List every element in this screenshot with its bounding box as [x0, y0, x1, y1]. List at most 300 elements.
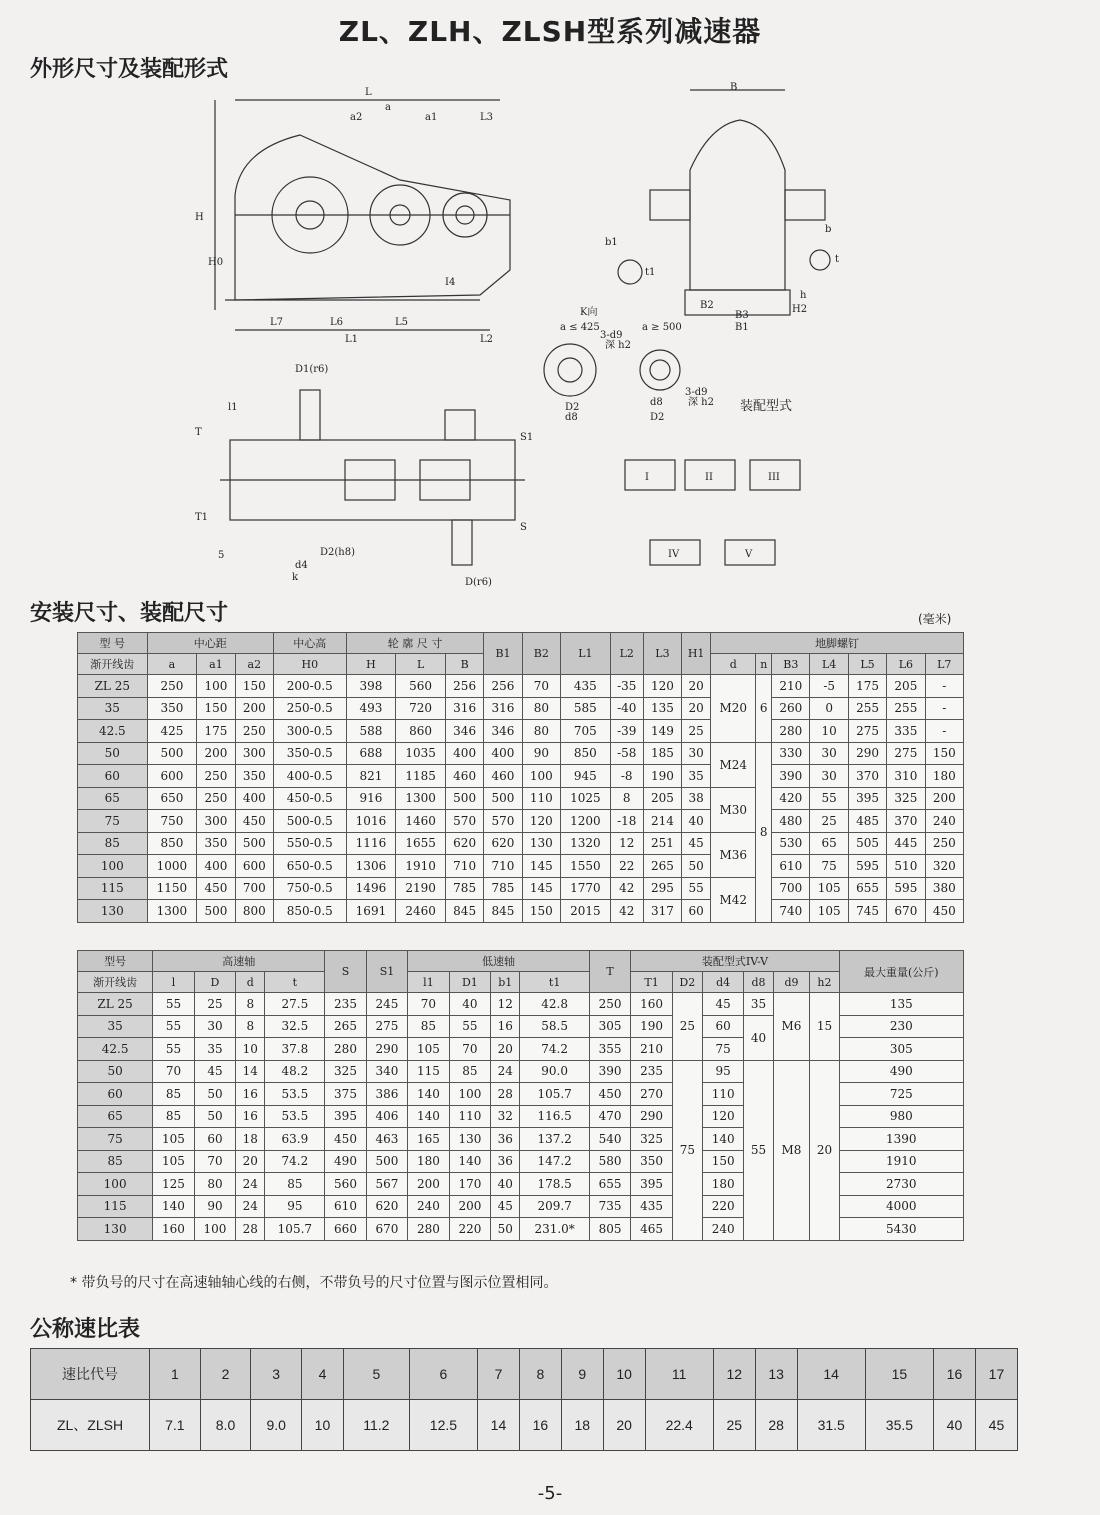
table-cell: 350 — [197, 832, 235, 855]
table-cell: M20 — [711, 675, 756, 743]
header-cell: H1 — [682, 633, 711, 675]
table-cell: 2190 — [396, 877, 446, 900]
table-cell: 100 — [522, 765, 560, 788]
table-cell: 42.8 — [520, 993, 589, 1016]
model-cell: 85 — [78, 1150, 153, 1173]
table-cell: 90 — [522, 742, 560, 765]
dim-label: t — [835, 254, 840, 265]
k-view-label: 深 h2 — [688, 397, 714, 408]
table-cell: 1770 — [561, 877, 611, 900]
header-cell: d — [711, 654, 756, 675]
table-cell: 53.5 — [265, 1083, 325, 1106]
table-cell: 500 — [147, 742, 197, 765]
table-cell: 850 — [561, 742, 611, 765]
table-cell: 530 — [772, 832, 810, 855]
dim-label: a — [385, 102, 391, 113]
table-cell: 137.2 — [520, 1128, 589, 1151]
table-cell: -40 — [610, 697, 643, 720]
model-cell: 35 — [78, 1015, 153, 1038]
section-heading-install: 安装尺寸、装配尺寸 — [30, 601, 229, 626]
header-cell: B3 — [772, 654, 810, 675]
table-cell: 505 — [848, 832, 886, 855]
dim-label: a1 — [425, 112, 438, 123]
table-cell: M30 — [711, 787, 756, 832]
table-cell: 500 — [484, 787, 522, 810]
table-cell: 386 — [366, 1083, 407, 1106]
table-cell: 580 — [589, 1150, 630, 1173]
table-cell: 350-0.5 — [273, 742, 346, 765]
table-cell: 28 — [491, 1083, 520, 1106]
model-cell: 130 — [78, 900, 148, 923]
table-cell: 150 — [235, 675, 273, 698]
table-cell: 750-0.5 — [273, 877, 346, 900]
k-view-label: d8 — [565, 412, 578, 423]
table-cell: 60 — [702, 1015, 743, 1038]
dim-label: t1 — [645, 267, 656, 278]
table-cell: 55 — [153, 1038, 194, 1061]
table-cell: 160 — [631, 993, 672, 1016]
table-cell: 320 — [925, 855, 963, 878]
table-cell: 916 — [346, 787, 396, 810]
plan-label: S — [520, 522, 527, 533]
table-cell: 42 — [610, 877, 643, 900]
table-cell: 100 — [449, 1083, 490, 1106]
table-header-row — [78, 633, 964, 654]
table-cell: 74.2 — [265, 1150, 325, 1173]
ratio-value-cell: 31.5 — [797, 1400, 865, 1451]
table-cell: 460 — [445, 765, 483, 788]
table-cell: 150 — [522, 900, 560, 923]
header-cell: t — [265, 972, 325, 993]
header-cell: D — [194, 972, 235, 993]
table-cell: 10 — [810, 720, 848, 743]
table-row — [78, 877, 964, 900]
ratio-value-cell: 20 — [603, 1400, 645, 1451]
unit-label: (毫米) — [918, 612, 952, 626]
dim-label: B1 — [735, 322, 749, 333]
ratio-code-cell: 17 — [975, 1349, 1017, 1400]
dim-label: L2 — [480, 334, 494, 345]
ratio-code-cell: 3 — [251, 1349, 302, 1400]
header-cell: l — [153, 972, 194, 993]
section-heading-outline: 外形尺寸及装配形式 — [30, 57, 229, 82]
table-cell: 400 — [484, 742, 522, 765]
dim-label: b — [825, 224, 832, 235]
table-cell: 12 — [491, 993, 520, 1016]
table-cell: 570 — [484, 810, 522, 833]
table-cell: 850-0.5 — [273, 900, 346, 923]
table-cell: 130 — [522, 832, 560, 855]
table-cell: 250 — [235, 720, 273, 743]
table-cell: 540 — [589, 1128, 630, 1151]
ratio-value-cell: 22.4 — [645, 1400, 713, 1451]
table-cell: 210 — [631, 1038, 672, 1061]
table-cell: 290 — [848, 742, 886, 765]
ratio-value-cell: 8.0 — [200, 1400, 251, 1451]
table-cell: 116.5 — [520, 1105, 589, 1128]
header-cell: 渐开线齿 — [78, 654, 148, 675]
k-view-label: 3-d9 — [600, 330, 623, 341]
table-cell: 1035 — [396, 742, 446, 765]
header-cell: 最大重量(公斤) — [839, 951, 963, 993]
table-cell: 945 — [561, 765, 611, 788]
table-cell: 256 — [484, 675, 522, 698]
plan-label: d4 — [295, 560, 308, 571]
table-cell: 300 — [235, 742, 273, 765]
header-cell: 地脚螺钉 — [711, 633, 964, 654]
table-cell: 40 — [491, 1173, 520, 1196]
table-cell: 425 — [147, 720, 197, 743]
table-cell: - — [925, 675, 963, 698]
table-cell: 445 — [887, 832, 925, 855]
table-cell: 20 — [682, 697, 711, 720]
header-cell: 高速轴 — [153, 951, 325, 972]
table-cell: 600 — [147, 765, 197, 788]
header-cell: T1 — [631, 972, 672, 993]
dim-label: L — [365, 87, 372, 98]
table-cell: 275 — [887, 742, 925, 765]
table-row — [78, 900, 964, 923]
table-cell: 55 — [153, 1015, 194, 1038]
table-cell: 55 — [153, 993, 194, 1016]
table-cell: 25 — [194, 993, 235, 1016]
dim-label: L5 — [395, 317, 409, 328]
table-cell: 1306 — [346, 855, 396, 878]
table-cell: 720 — [396, 697, 446, 720]
ratio-code-cell: 7 — [478, 1349, 520, 1400]
table-cell: 470 — [589, 1105, 630, 1128]
ratio-code-cell: 8 — [519, 1349, 561, 1400]
table-cell: 450-0.5 — [273, 787, 346, 810]
dim-label: B3 — [735, 310, 749, 321]
table-cell: 140 — [153, 1195, 194, 1218]
k-view-label: 3-d9 — [685, 387, 708, 398]
table-cell: 2015 — [561, 900, 611, 923]
table-cell: 610 — [772, 855, 810, 878]
model-cell: 42.5 — [78, 1038, 153, 1061]
plan-label: D1(r6) — [295, 364, 329, 375]
header-cell: 轮 廓 尺 寸 — [346, 633, 484, 654]
table-cell: 231.0* — [520, 1218, 589, 1241]
page-title: ZL、ZLH、ZLSH型系列减速器 — [338, 15, 762, 48]
table-cell: 185 — [643, 742, 681, 765]
header-cell: B2 — [522, 633, 560, 675]
model-cell: 75 — [78, 1128, 153, 1151]
table-cell: 80 — [522, 720, 560, 743]
ratio-code-cell: 2 — [200, 1349, 251, 1400]
table-cell: 165 — [408, 1128, 449, 1151]
model-cell: 115 — [78, 877, 148, 900]
header-cell: D2 — [672, 972, 702, 993]
table-cell: 1460 — [396, 810, 446, 833]
table-cell: 75 — [672, 1060, 702, 1240]
table-cell: 335 — [887, 720, 925, 743]
table-cell: 485 — [848, 810, 886, 833]
table-cell: 145 — [522, 855, 560, 878]
header-cell: H0 — [273, 654, 346, 675]
table-cell: 8 — [610, 787, 643, 810]
table-cell: 140 — [702, 1128, 743, 1151]
table-cell: 110 — [449, 1105, 490, 1128]
table-cell: 435 — [631, 1195, 672, 1218]
table-cell: 40 — [449, 993, 490, 1016]
ratio-code-cell: 13 — [755, 1349, 797, 1400]
table-cell: 45 — [702, 993, 743, 1016]
table-cell: 1116 — [346, 832, 396, 855]
table-cell: 500-0.5 — [273, 810, 346, 833]
table-cell: 300-0.5 — [273, 720, 346, 743]
table-cell: 75 — [810, 855, 848, 878]
table-cell: 10 — [236, 1038, 265, 1061]
table-cell: M42 — [711, 877, 756, 922]
table-cell: 32 — [491, 1105, 520, 1128]
header-cell: h2 — [810, 972, 839, 993]
table-cell: 65 — [810, 832, 848, 855]
table-cell: 6 — [756, 675, 772, 743]
table-cell: 330 — [772, 742, 810, 765]
table-cell: M24 — [711, 742, 756, 787]
table-cell: 105.7 — [520, 1083, 589, 1106]
table-cell: 250-0.5 — [273, 697, 346, 720]
table-cell: 200 — [925, 787, 963, 810]
header-cell: L — [396, 654, 446, 675]
table-cell: 750 — [147, 810, 197, 833]
table-row — [78, 1060, 964, 1083]
ratio-value-cell: 40 — [934, 1400, 976, 1451]
table-cell: 110 — [522, 787, 560, 810]
table-cell: 588 — [346, 720, 396, 743]
table-cell: 140 — [449, 1150, 490, 1173]
table-cell: 180 — [925, 765, 963, 788]
table-cell: 785 — [445, 877, 483, 900]
table-cell: 350 — [631, 1150, 672, 1173]
table-cell: 105 — [810, 900, 848, 923]
table-cell: 1691 — [346, 900, 396, 923]
table-cell: 655 — [848, 877, 886, 900]
table-cell: 1300 — [147, 900, 197, 923]
k-view-label: 深 h2 — [605, 340, 631, 351]
table-cell: 24 — [491, 1060, 520, 1083]
table-cell: 24 — [236, 1195, 265, 1218]
model-cell: 35 — [78, 697, 148, 720]
table-cell: 240 — [408, 1195, 449, 1218]
table-cell: 740 — [772, 900, 810, 923]
table-cell: 700 — [772, 877, 810, 900]
ratio-value-cell: 16 — [519, 1400, 561, 1451]
table-row — [78, 765, 964, 788]
table-cell: 305 — [589, 1015, 630, 1038]
header-cell: d4 — [702, 972, 743, 993]
table-cell: 35 — [744, 993, 773, 1016]
table-cell: 70 — [194, 1150, 235, 1173]
table-cell: 2460 — [396, 900, 446, 923]
ratio-value-cell: 7.1 — [150, 1400, 201, 1451]
model-cell: 100 — [78, 855, 148, 878]
dim-label: B — [730, 82, 738, 93]
table-cell: 150 — [702, 1150, 743, 1173]
header-cell: T — [589, 951, 630, 993]
table-cell: 450 — [925, 900, 963, 923]
table-cell: 24 — [236, 1173, 265, 1196]
ratio-value-cell: 28 — [755, 1400, 797, 1451]
table-cell: 370 — [887, 810, 925, 833]
table-cell: 670 — [366, 1218, 407, 1241]
table-cell: 190 — [643, 765, 681, 788]
table-cell: 595 — [887, 877, 925, 900]
table-cell: 305 — [839, 1038, 963, 1061]
table-cell: 175 — [197, 720, 235, 743]
table-cell: 1390 — [839, 1128, 963, 1151]
table-cell: 1320 — [561, 832, 611, 855]
plan-label: S1 — [520, 432, 534, 443]
ratio-table — [30, 1348, 1018, 1451]
table-cell: 510 — [887, 855, 925, 878]
header-cell: 中心距 — [147, 633, 273, 654]
table-cell: 42 — [610, 900, 643, 923]
table-cell: 395 — [848, 787, 886, 810]
table-cell: 821 — [346, 765, 396, 788]
table-cell: 0 — [810, 697, 848, 720]
table-cell: 255 — [848, 697, 886, 720]
table-cell: 38 — [682, 787, 711, 810]
k-view-label: D2 — [565, 402, 580, 413]
table-cell: 48.2 — [265, 1060, 325, 1083]
table-cell: 1016 — [346, 810, 396, 833]
table-cell: -8 — [610, 765, 643, 788]
shaft-dimensions-table — [77, 950, 964, 1241]
k-view-label: a ≤ 425 — [560, 322, 600, 333]
assembly-type: IV — [668, 549, 680, 560]
table-cell: 490 — [839, 1060, 963, 1083]
dim-label: B2 — [700, 300, 714, 311]
table-cell: 670 — [887, 900, 925, 923]
dim-label: b1 — [605, 237, 618, 248]
table-cell: 245 — [366, 993, 407, 1016]
plan-label: D(r6) — [465, 577, 492, 588]
table-cell: 595 — [848, 855, 886, 878]
table-cell: 145 — [522, 877, 560, 900]
table-cell: 140 — [408, 1083, 449, 1106]
table-cell: 200 — [235, 697, 273, 720]
table-cell: 860 — [396, 720, 446, 743]
table-cell: 567 — [366, 1173, 407, 1196]
dim-label: L1 — [345, 334, 359, 345]
table-cell: 70 — [153, 1060, 194, 1083]
table-cell: 55 — [810, 787, 848, 810]
table-cell: 346 — [445, 720, 483, 743]
ratio-code-cell: 1 — [150, 1349, 201, 1400]
table-cell: 1200 — [561, 810, 611, 833]
ratio-value-cell: 25 — [713, 1400, 755, 1451]
table-cell: 620 — [484, 832, 522, 855]
table-cell: 150 — [197, 697, 235, 720]
table-cell: -18 — [610, 810, 643, 833]
model-cell: 130 — [78, 1218, 153, 1241]
table-cell: 280 — [325, 1038, 366, 1061]
table-cell: 90.0 — [520, 1060, 589, 1083]
table-cell: 149 — [643, 720, 681, 743]
table-cell: 32.5 — [265, 1015, 325, 1038]
technical-drawing — [180, 80, 840, 600]
table-cell: 18 — [236, 1128, 265, 1151]
table-cell: 275 — [848, 720, 886, 743]
table-cell: 450 — [325, 1128, 366, 1151]
dim-label: L6 — [330, 317, 344, 328]
table-cell: 105 — [810, 877, 848, 900]
table-cell: 275 — [366, 1015, 407, 1038]
table-cell: 36 — [491, 1150, 520, 1173]
table-cell: 805 — [589, 1218, 630, 1241]
table-cell: 8 — [236, 993, 265, 1016]
table-cell: 60 — [682, 900, 711, 923]
table-cell: 40 — [682, 810, 711, 833]
ratio-value-cell: 10 — [302, 1400, 344, 1451]
ratio-code-cell: 16 — [934, 1349, 976, 1400]
dim-label: L7 — [270, 317, 284, 328]
table-cell: 1185 — [396, 765, 446, 788]
table-cell: 280 — [408, 1218, 449, 1241]
header-cell: L6 — [887, 654, 925, 675]
table-cell: 36 — [491, 1128, 520, 1151]
header-cell: L7 — [925, 654, 963, 675]
table-cell: 147.2 — [520, 1150, 589, 1173]
table-cell: 5430 — [839, 1218, 963, 1241]
table-cell: 28 — [236, 1218, 265, 1241]
table-cell: 295 — [643, 877, 681, 900]
model-cell: 75 — [78, 810, 148, 833]
table-cell: 1025 — [561, 787, 611, 810]
header-cell: L5 — [848, 654, 886, 675]
table-cell: 390 — [772, 765, 810, 788]
table-row — [78, 787, 964, 810]
table-cell: 395 — [631, 1173, 672, 1196]
table-cell: 270 — [631, 1083, 672, 1106]
table-cell: 150 — [925, 742, 963, 765]
table-cell: 256 — [445, 675, 483, 698]
table-cell: 850 — [147, 832, 197, 855]
table-cell: 650-0.5 — [273, 855, 346, 878]
table-cell: 1655 — [396, 832, 446, 855]
table-cell: 250 — [147, 675, 197, 698]
table-cell: 130 — [449, 1128, 490, 1151]
model-cell: 42.5 — [78, 720, 148, 743]
ratio-value-cell: 14 — [478, 1400, 520, 1451]
table-cell: 251 — [643, 832, 681, 855]
plan-label: k — [292, 572, 299, 583]
table-cell: 20 — [491, 1038, 520, 1061]
model-cell: 115 — [78, 1195, 153, 1218]
table-cell: 400 — [235, 787, 273, 810]
dim-label: a2 — [350, 112, 363, 123]
table-cell: 316 — [484, 697, 522, 720]
header-cell: 装配型式IV-V — [631, 951, 839, 972]
table-cell: 745 — [848, 900, 886, 923]
table-cell: 240 — [925, 810, 963, 833]
model-cell: 100 — [78, 1173, 153, 1196]
table-cell: 2730 — [839, 1173, 963, 1196]
table-cell: 290 — [631, 1105, 672, 1128]
k-view-label: D2 — [650, 412, 665, 423]
header-cell: l1 — [408, 972, 449, 993]
table-cell: 25 — [682, 720, 711, 743]
table-cell: 45 — [491, 1195, 520, 1218]
ratio-code-cell: 15 — [865, 1349, 933, 1400]
header-cell: 渐开线齿 — [78, 972, 153, 993]
table-cell: 105 — [153, 1128, 194, 1151]
table-header-row — [78, 972, 964, 993]
table-cell: 620 — [366, 1195, 407, 1218]
table-cell: 95 — [702, 1060, 743, 1083]
